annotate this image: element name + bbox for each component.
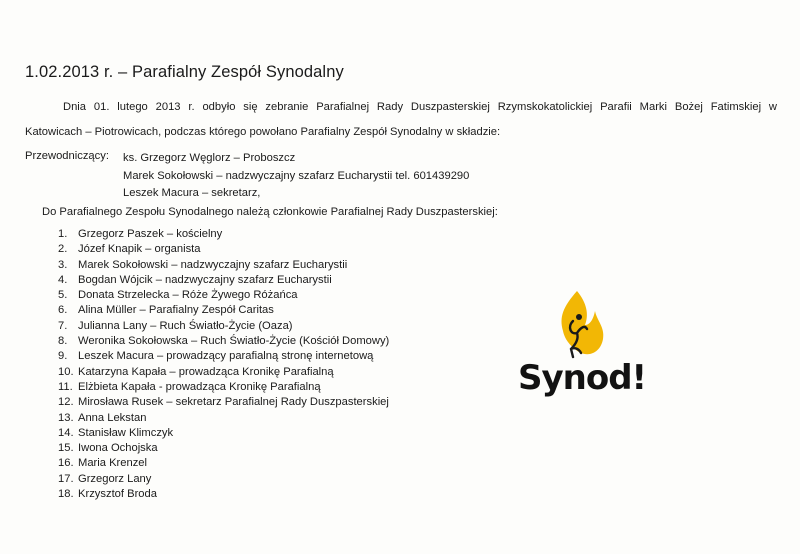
list-item xyxy=(58,411,389,426)
list-item xyxy=(58,273,389,288)
list-item xyxy=(58,334,389,349)
list-item xyxy=(58,456,389,471)
intro-line-2: Katowicach – Piotrowicach, podczas którego powołano Parafialny Zespół Synodalny w składzie: xyxy=(25,126,501,138)
list-item-text: Alina Müller – Parafialny Zespół Caritas xyxy=(78,304,274,317)
list-item-number: 8. xyxy=(58,335,68,348)
list-item-number: 11. xyxy=(58,380,73,393)
list-item xyxy=(58,441,389,456)
list-item-number: 12. xyxy=(58,396,74,409)
list-item-text: Krzysztof Broda xyxy=(78,488,157,501)
chair-label: Przewodniczący: xyxy=(25,150,109,162)
list-item-number: 5. xyxy=(58,289,68,302)
list-item-text: Marek Sokołowski – nadzwyczajny szafarz Eucharystii xyxy=(78,258,348,271)
list-item-text: Anna Lekstan xyxy=(78,411,147,424)
list-item xyxy=(58,303,389,318)
list-item-number: 1. xyxy=(58,228,68,240)
list-item xyxy=(58,227,389,242)
list-item xyxy=(58,395,389,410)
list-item-text: Maria Krenzel xyxy=(78,457,148,470)
list-item-number: 13. xyxy=(58,411,74,424)
members-list xyxy=(58,227,389,502)
list-item-text: Katarzyna Kapała – prowadząca Kronikę Parafialną xyxy=(78,365,334,378)
list-item xyxy=(58,426,389,441)
list-item-number: 4. xyxy=(58,273,68,286)
list-item-text: Grzegorz Lany xyxy=(78,472,152,485)
list-item xyxy=(58,288,389,303)
page-title: 1.02.2013 r. – Parafialny Zespół Synodalny xyxy=(25,63,344,81)
list-item-number: 18. xyxy=(58,488,74,501)
intro-line-1: Dnia 01. lutego 2013 r. odbyło się zebranie Parafialnej Rady Duszpasterskiej Rzymskokatolickiej Parafii Marki Bożej Fatimskiej w xyxy=(63,101,777,113)
list-item xyxy=(58,258,389,273)
list-item-number: 15. xyxy=(58,442,74,455)
logo-text: Synod! xyxy=(518,358,647,398)
list-item-number: 14. xyxy=(58,426,74,439)
list-item-text: Leszek Macura – prowadzący parafialną stronę internetową xyxy=(78,350,374,363)
list-item-text: Mirosława Rusek – sekretarz Parafialnej Rady Duszpasterskiej xyxy=(78,396,389,409)
intro-paragraph xyxy=(25,95,777,145)
list-item-text: Weronika Sokołowska – Ruch Światło-Życie (Kościół Domowy) xyxy=(78,335,390,348)
list-item xyxy=(58,380,389,395)
list-item-number: 10. xyxy=(58,365,74,378)
list-item xyxy=(58,319,389,334)
list-item xyxy=(58,365,389,380)
list-item-text: Józef Knapik – organista xyxy=(78,243,201,256)
list-item-number: 9. xyxy=(58,350,68,363)
list-item xyxy=(58,487,389,502)
list-item-text: Elżbieta Kapała - prowadząca Kronikę Parafialną xyxy=(78,380,321,393)
chair-list xyxy=(123,150,469,203)
list-item-text: Stanisław Klimczyk xyxy=(78,426,174,439)
list-item-number: 2. xyxy=(58,243,68,256)
list-item-text: Grzegorz Paszek – kościelny xyxy=(78,228,223,240)
list-item xyxy=(58,349,389,364)
list-item-number: 17. xyxy=(58,472,74,485)
list-item-number: 6. xyxy=(58,304,68,317)
list-item-text: Bogdan Wójcik – nadzwyczajny szafarz Eucharystii xyxy=(78,273,332,286)
list-item-text: Julianna Lany – Ruch Światło-Życie (Oaza) xyxy=(78,319,293,332)
list-item-number: 16. xyxy=(58,457,74,470)
list-item xyxy=(58,472,389,487)
chair-item: ks. Grzegorz Węglorz – Proboszcz xyxy=(123,152,296,164)
list-item-number: 3. xyxy=(58,258,68,271)
list-item-number: 7. xyxy=(58,319,68,332)
list-item-text: Donata Strzelecka – Róże Żywego Różańca xyxy=(78,289,298,302)
chair-item: Leszek Macura – sekretarz, xyxy=(123,187,261,199)
chair-item: Marek Sokołowski – nadzwyczajny szafarz Eucharystii tel. 601439290 xyxy=(123,169,470,182)
list-item-text: Iwona Ochojska xyxy=(78,442,158,455)
members-intro: Do Parafialnego Zespołu Synodalnego należą członkowie Parafialnej Rady Duszpasterskiej: xyxy=(42,206,498,218)
list-item xyxy=(58,242,389,257)
